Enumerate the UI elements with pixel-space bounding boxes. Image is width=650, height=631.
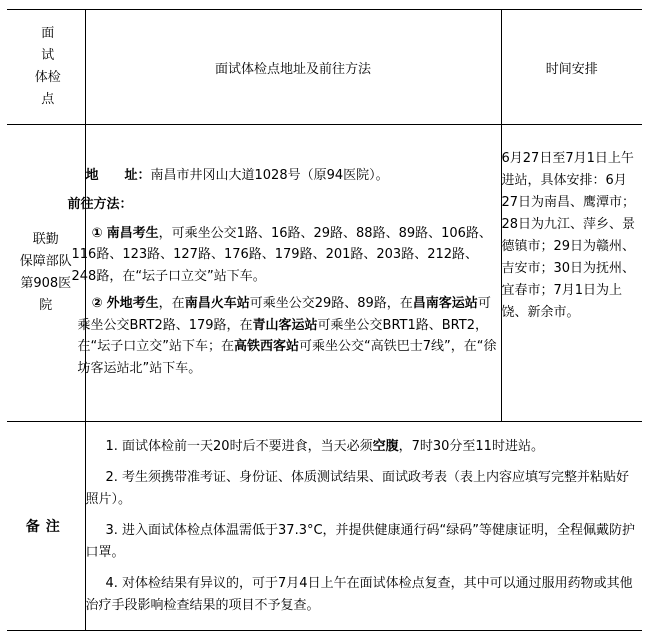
address-label: 地 址： (85, 167, 151, 183)
notes-title: 备注 (7, 422, 85, 631)
header-site-line: 点 (41, 92, 55, 107)
header-site-line: 试 (41, 48, 55, 63)
header-schedule-cell: 时间安排 (545, 61, 598, 77)
header-site-line: 面 (41, 26, 55, 41)
header-site-cell (7, 10, 85, 125)
notes-cell (85, 422, 642, 631)
site-row (7, 125, 642, 422)
note-emphasis: 空腹 (372, 438, 399, 454)
item2-text: ，在 (158, 296, 185, 312)
site-name-line: 第908医 (20, 276, 72, 291)
exam-info-table (7, 9, 642, 631)
item2-text: 可乘坐公交BRT2路、179路，在 (77, 296, 491, 333)
site-name-line: 联勤 (32, 232, 59, 247)
item2-text: 可乘坐公交“高铁巴士7线”，在“徐坊客运站北”站下车。 (77, 339, 497, 376)
schedule-text: 6月27日至7月1日上午进站，具体安排：6月27日为南昌、鹰潭市；28日为九江、萍乡、景德镇市；29日为赣州、吉安市；30日为抚州、宜春市；7月1日为上饶、新余市。 (501, 151, 636, 320)
site-name-line: 保障部队 (19, 254, 72, 269)
item1-who: 南昌考生 (106, 225, 159, 241)
station-name: 昌南客运站 (412, 296, 478, 312)
route-cell (67, 125, 501, 422)
station-name: 青山客运站 (252, 317, 318, 333)
route-item-outside (78, 293, 501, 379)
address-paragraph (86, 165, 501, 187)
schedule-cell (501, 125, 642, 422)
item2-text: 可乘坐公交BRT1路、BRT2，在“坛子口立交”站下车；在 (77, 317, 488, 355)
header-row (7, 10, 642, 125)
header-site-line: 体检 (34, 70, 61, 85)
note-item (86, 436, 643, 458)
item2-text: 可乘坐公交29路、89路，在 (249, 296, 413, 312)
notes-row (7, 422, 642, 631)
note-item: 4. 对体检结果有异议的，可于7月4日上午在面试体检点复查，其中可以通过服用药物或其他治疗手段影响检查结果的项目不予复查。 (85, 576, 633, 613)
note-text: ，7时30分至11时进站。 (398, 438, 544, 454)
address-text: 南昌市井冈山大道1028号（原94医院）。 (150, 167, 389, 183)
note-item: 2. 考生须携带准考证、身份证、体质测试结果、面试政考表（表上内容应填写完整并粘贴好照片）。 (85, 470, 630, 507)
note-item: 3. 进入面试体检点体温需低于37.3°C，并提供健康通行码“绿码”等健康证明，全程佩戴防护口罩。 (85, 523, 636, 560)
item2-who: 外地考生 (106, 296, 159, 312)
item1-text: ，可乘坐公交1路、16路、29路、88路、89路、106路、116路、123路、127路、176路、179路、201路、203路、212路、248路，在“坛子口立交”站下车。 (71, 225, 492, 284)
site-name-line: 院 (39, 298, 53, 313)
method-label: 前往方法： (67, 197, 133, 213)
route-item-local (72, 223, 501, 288)
station-name: 南昌火车站 (184, 296, 250, 312)
item2-marker: ② (91, 296, 103, 312)
header-route-cell: 面试体检点地址及前往方法 (85, 10, 501, 125)
note-text: 1. 面试体检前一天20时后不要进食，当天必须 (105, 438, 373, 454)
station-name: 高铁西客站 (233, 339, 299, 355)
item1-marker: ① (91, 225, 103, 241)
